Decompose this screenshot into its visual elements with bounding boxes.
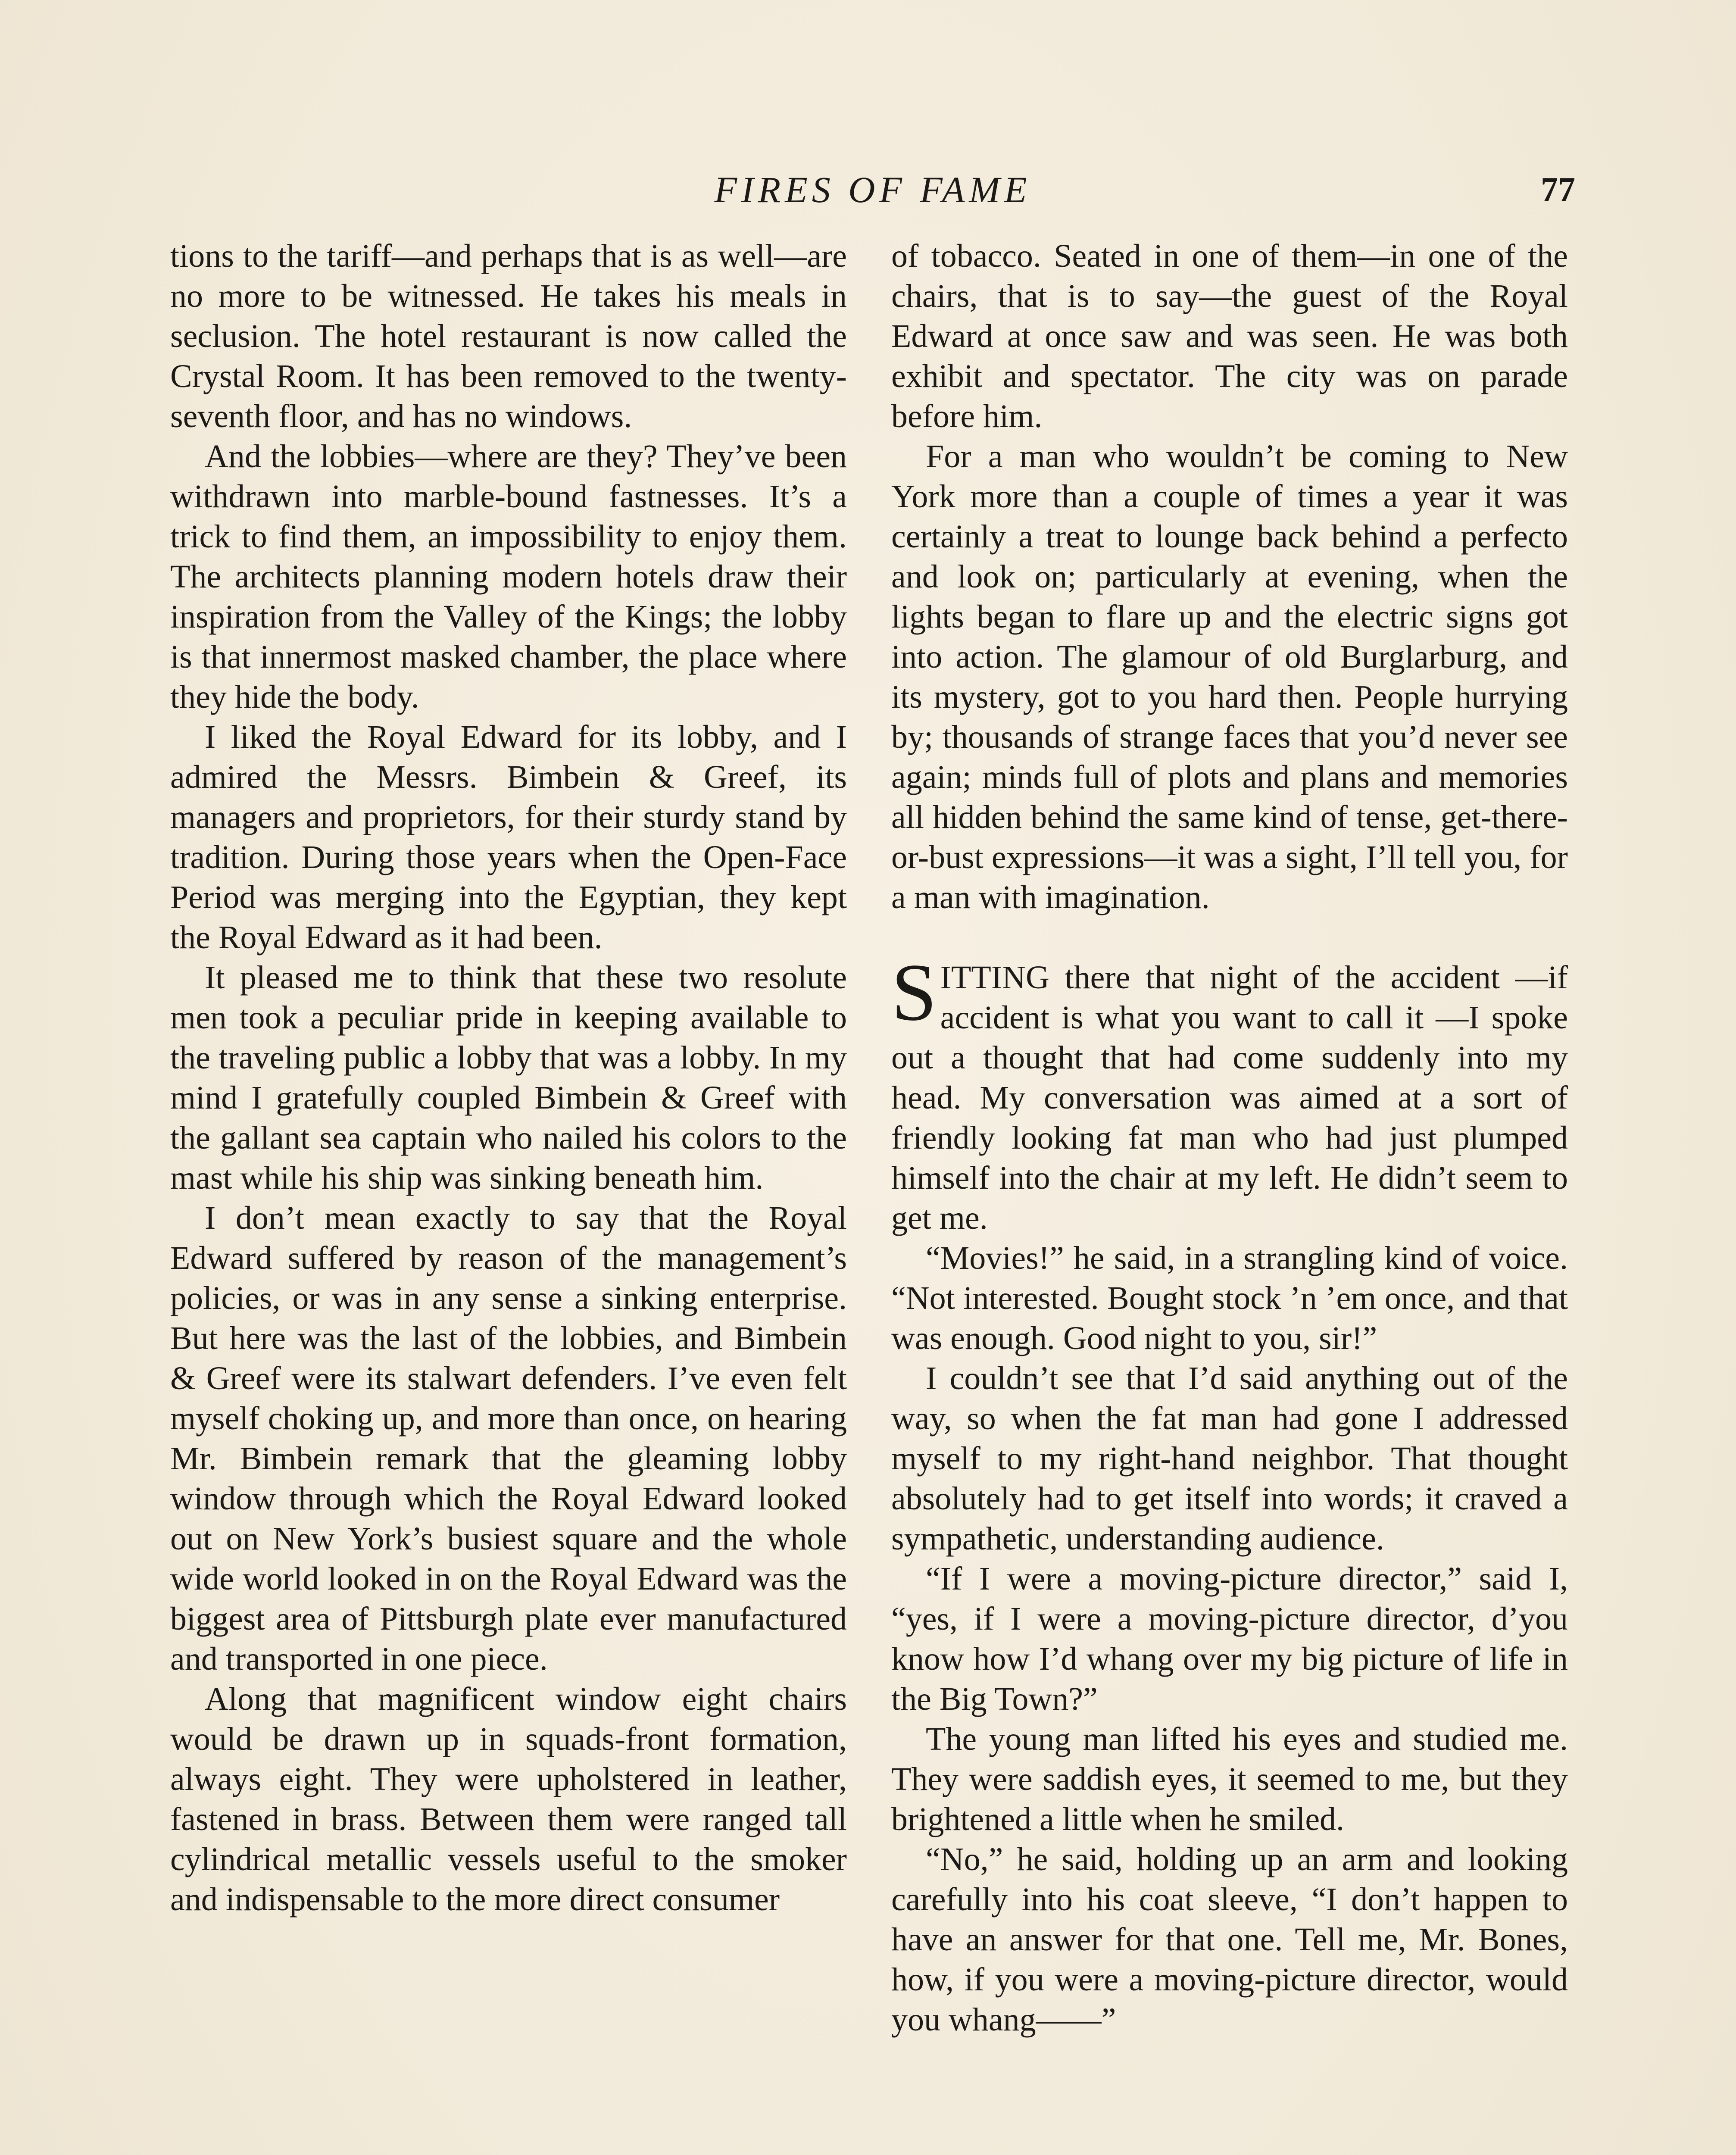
paragraph: tions to the tariff—and perhaps that is as well—are no more to be witnessed. He takes his meals in seclusion. The hotel restaurant is now called the Crystal Room. It has been removed to the twenty-seventh floor, and has no windows.: [170, 238, 847, 434]
drop-cap: S: [891, 947, 937, 1038]
running-title: FIRES OF FAME: [714, 169, 1031, 210]
paragraph: I couldn’t see that I’d said anything out of the way, so when the fat man had gone I addressed myself to my right-hand neighbor. That thought absolutely had to get itself into words; it craved a sympathetic, understanding audience.: [891, 1360, 1568, 1557]
paragraph: of tobacco. Seated in one of them—in one of the chairs, that is to say—the guest of the Royal Edward at once saw and was seen. He was both exhibit and spectator. The city was on parade before him.: [891, 238, 1568, 434]
paragraph: And the lobbies—where are they? They’ve been withdrawn into marble-bound fastnesses. It’s a trick to find them, an impossibility to enjoy them. The architects planning modern hotels draw their inspiration from the Valley of the Kings; the lobby is that innermost masked chamber, the place where they hide the body.: [170, 438, 847, 715]
paragraph: “No,” he said, holding up an arm and looking carefully into his coat sleeve, “I don’t happen to have an answer for that one. Tell me, Mr. Bones, how, if you were a moving-picture director, would you whang——”: [891, 1841, 1568, 2038]
paragraph: “Movies!” he said, in a strangling kind of voice. “Not interested. Bought stock ’n ’em once, and that was enough. Good night to you, sir!”: [891, 1240, 1568, 1356]
paragraph: The young man lifted his eyes and studied me. They were saddish eyes, it seemed to me, but they brightened a little when he smiled.: [891, 1721, 1568, 1837]
paragraph: It pleased me to think that these two resolute men took a peculiar pride in keeping available to the traveling public a lobby that was a lobby. In my mind I gratefully coupled Bimbein & Greef with the gallant sea captain who nailed his colors to the mast while his ship was sinking beneath him.: [170, 959, 847, 1196]
paragraph: For a man who wouldn’t be coming to New York more than a couple of times a year it was certainly a treat to lounge back behind a perfecto and look on; particularly at evening, when the lights began to flare up and the electric signs got into action. The glamour of old Burglarburg, and its mystery, got to you hard then. People hurrying by; thousands of strange faces that you’d never see again; minds full of plots and plans and memories all hidden behind the same kind of tense, get-there-or-bust expressions—it was a sight, I’ll tell you, for a man with imagination.: [891, 438, 1568, 915]
running-head: [170, 166, 1575, 213]
paragraph: “If I were a moving-picture director,” said I, “yes, if I were a moving-picture director, d’you know how I’d whang over my big picture of life in the Big Town?”: [891, 1561, 1568, 1717]
paragraph: I liked the Royal Edward for its lobby, and I admired the Messrs. Bimbein & Greef, its managers and proprietors, for their sturdy stand by tradition. During those years when the Open-Face Period was merging into the Egyptian, they kept the Royal Edward as it had been.: [170, 719, 847, 956]
left-column: [170, 236, 847, 2155]
right-column: [891, 236, 1568, 2155]
section-paragraph-text: there that night of the accident —if accident is what you want to call it —I spoke out a thought that had come suddenly into my head. My conversation was aimed at a sort of friendly looking fat man who had just plumped himself into the chair at my left. He didn’t seem to get me.: [891, 959, 1568, 1236]
paragraph: Along that magnificent window eight chairs would be drawn up in squads-front formation, always eight. They were upholstered in leather, fastened in brass. Between them were ranged tall cylindrical metallic vessels useful to the smoker and indispensable to the more direct consumer: [170, 1681, 847, 1918]
section-lead-word: ITTING: [940, 959, 1049, 996]
page-number: 77: [1541, 171, 1575, 209]
paragraph: I don’t mean exactly to say that the Royal Edward suffered by reason of the management’s policies, or was in any sense a sinking enterprise. But here was the last of the lobbies, and Bimbein & Greef were its stalwart defenders. I’ve even felt myself choking up, and more than once, on hearing Mr. Bimbein remark that the gleaming lobby window through which the Royal Edward looked out on New York’s busiest square and the whole wide world looked in on the Royal Edward was the biggest area of Pittsburgh plate ever manufactured and transported in one piece.: [170, 1200, 847, 1677]
section-opening-paragraph: [891, 947, 1568, 1238]
